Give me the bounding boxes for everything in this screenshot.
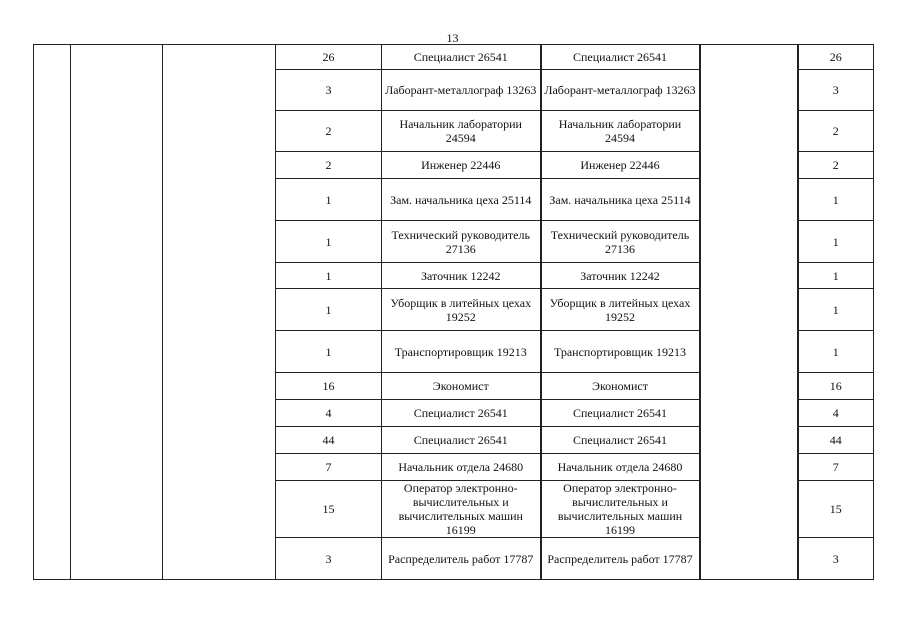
position-new-cell: Экономист — [541, 373, 700, 400]
position-new-cell: Специалист 26541 — [541, 45, 700, 70]
count-left-cell: 44 — [276, 427, 382, 454]
count-left-cell: 1 — [276, 289, 382, 331]
table-row — [34, 45, 874, 70]
count-left-cell: 4 — [276, 400, 382, 427]
count-right-cell: 7 — [798, 454, 874, 481]
position-old-cell: Специалист 26541 — [382, 400, 541, 427]
position-old-cell: Технический руководитель 27136 — [382, 221, 541, 263]
position-old-cell: Оператор электронно-вычислительных и вычислительных машин 16199 — [382, 481, 541, 538]
position-new-cell: Специалист 26541 — [541, 427, 700, 454]
position-old-cell: Начальник отдела 24680 — [382, 454, 541, 481]
count-left-cell: 7 — [276, 454, 382, 481]
position-new-cell: Специалист 26541 — [541, 400, 700, 427]
position-old-cell: Заточник 12242 — [382, 263, 541, 289]
position-new-cell: Инженер 22446 — [541, 152, 700, 179]
count-left-cell: 16 — [276, 373, 382, 400]
position-old-cell: Транспортировщик 19213 — [382, 331, 541, 373]
count-left-cell: 2 — [276, 152, 382, 179]
position-new-cell: Оператор электронно-вычислительных и вычислительных машин 16199 — [541, 481, 700, 538]
count-right-cell: 2 — [798, 152, 874, 179]
position-old-cell: Зам. начальника цеха 25114 — [382, 179, 541, 221]
count-left-cell: 1 — [276, 263, 382, 289]
count-right-cell: 1 — [798, 331, 874, 373]
count-right-cell: 1 — [798, 221, 874, 263]
count-right-cell: 16 — [798, 373, 874, 400]
position-old-cell: Начальник лаборатории 24594 — [382, 111, 541, 152]
count-left-cell: 1 — [276, 331, 382, 373]
count-right-cell: 1 — [798, 289, 874, 331]
position-new-cell: Заточник 12242 — [541, 263, 700, 289]
left-empty-col-1 — [34, 45, 71, 580]
count-left-cell: 1 — [276, 221, 382, 263]
position-old-cell: Инженер 22446 — [382, 152, 541, 179]
position-new-cell: Транспортировщик 19213 — [541, 331, 700, 373]
position-old-cell: Специалист 26541 — [382, 45, 541, 70]
count-left-cell: 1 — [276, 179, 382, 221]
count-right-cell: 15 — [798, 481, 874, 538]
count-right-cell: 26 — [798, 45, 874, 70]
count-left-cell: 3 — [276, 538, 382, 580]
count-right-cell: 4 — [798, 400, 874, 427]
count-right-cell: 44 — [798, 427, 874, 454]
position-new-cell: Начальник отдела 24680 — [541, 454, 700, 481]
count-left-cell: 2 — [276, 111, 382, 152]
position-old-cell: Распределитель работ 17787 — [382, 538, 541, 580]
count-left-cell: 3 — [276, 70, 382, 111]
position-old-cell: Уборщик в литейных цехах 19252 — [382, 289, 541, 331]
left-empty-col-2 — [71, 45, 163, 580]
left-empty-col-3 — [163, 45, 276, 580]
count-right-cell: 3 — [798, 538, 874, 580]
count-left-cell: 15 — [276, 481, 382, 538]
staff-table — [33, 44, 874, 580]
position-new-cell: Технический руководитель 27136 — [541, 221, 700, 263]
position-new-cell: Распределитель работ 17787 — [541, 538, 700, 580]
position-old-cell: Лаборант-металлограф 13263 — [382, 70, 541, 111]
page-number: 13 — [446, 31, 459, 45]
position-old-cell: Специалист 26541 — [382, 427, 541, 454]
count-right-cell: 3 — [798, 70, 874, 111]
position-new-cell: Уборщик в литейных цехах 19252 — [541, 289, 700, 331]
count-left-cell: 26 — [276, 45, 382, 70]
empty-mid-col — [700, 45, 798, 580]
position-new-cell: Лаборант-металлограф 13263 — [541, 70, 700, 111]
count-right-cell: 2 — [798, 111, 874, 152]
position-new-cell: Начальник лаборатории 24594 — [541, 111, 700, 152]
position-new-cell: Зам. начальника цеха 25114 — [541, 179, 700, 221]
position-old-cell: Экономист — [382, 373, 541, 400]
count-right-cell: 1 — [798, 263, 874, 289]
count-right-cell: 1 — [798, 179, 874, 221]
